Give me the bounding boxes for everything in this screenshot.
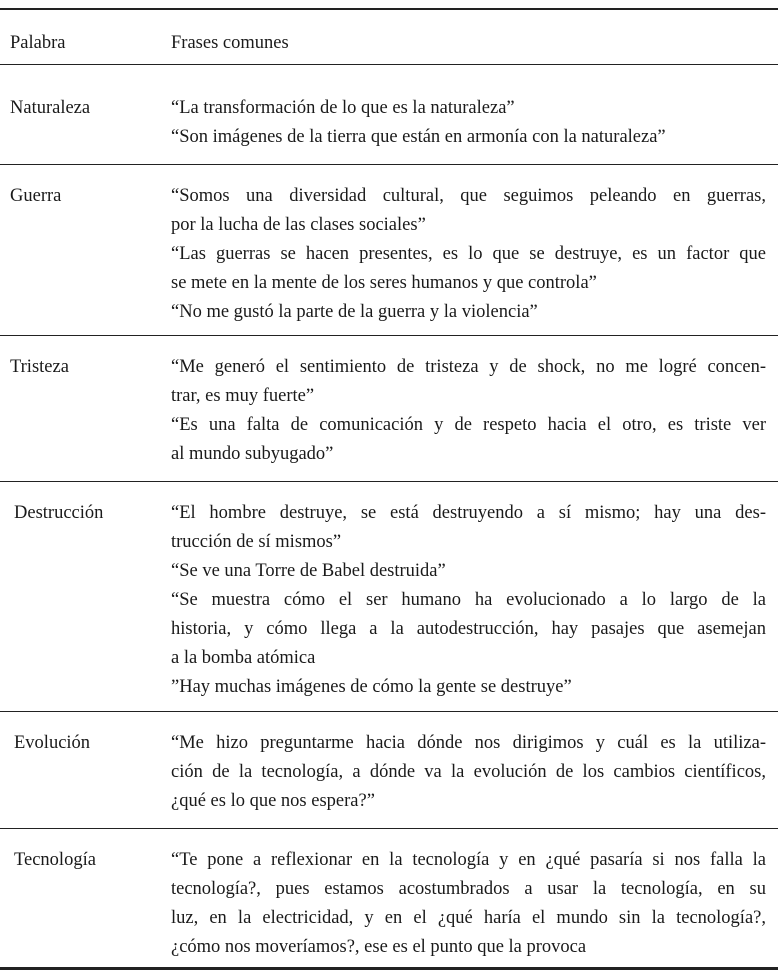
table-header	[0, 10, 778, 65]
phrase-line: se mete en la mente de los seres humanos y que controla”	[171, 273, 597, 293]
phrase-line: ¿qué es lo que nos espera?”	[171, 791, 375, 811]
phrase-line: tecnología?, pues estamos acostumbrados a usar la tecnología, en su	[171, 879, 766, 899]
phrase-line: por la lucha de las clases sociales”	[171, 215, 426, 235]
phrase-line: al mundo subyugado”	[171, 444, 334, 464]
phrase-line: “Me generó el sentimiento de tristeza y de shock, no me logré concen-	[171, 357, 766, 377]
row-phrases	[171, 165, 766, 327]
table-row	[0, 336, 778, 482]
table-row	[0, 712, 778, 829]
table-row	[0, 829, 778, 968]
phrase-line: “Es una falta de comunicación y de respeto hacia el otro, es triste ver	[171, 415, 766, 435]
phrase-line: ¿cómo nos moveríamos?, ese es el punto que la provoca	[171, 937, 587, 957]
phrase-line: “La transformación de lo que es la naturaleza”	[171, 98, 515, 118]
phrase-line: “El hombre destruye, se está destruyendo a sí mismo; hay una des-	[171, 503, 766, 523]
row-phrases	[171, 829, 766, 962]
phrase-line: “Somos una diversidad cultural, que seguimos peleando en guerras,	[171, 186, 766, 206]
table-row	[0, 165, 778, 336]
phrase-line: trucción de sí mismos”	[171, 532, 342, 552]
row-word: Tristeza	[10, 357, 69, 377]
table-row	[0, 65, 778, 165]
phrase-line: “No me gustó la parte de la guerra y la violencia”	[171, 302, 538, 322]
header-word: Palabra	[10, 33, 66, 53]
phrase-line: “Se ve una Torre de Babel destruida”	[171, 561, 446, 581]
row-word: Destrucción	[14, 503, 104, 523]
table-row	[0, 482, 778, 712]
row-phrases	[171, 482, 766, 702]
phrase-line: “Te pone a reflexionar en la tecnología y en ¿qué pasaría si nos falla la	[171, 850, 766, 870]
row-word: Evolución	[14, 733, 91, 753]
row-phrases	[171, 712, 766, 816]
row-word: Guerra	[10, 186, 62, 206]
row-phrases	[171, 65, 766, 152]
phrase-line: luz, en la electricidad, y en el ¿qué haría el mundo sin la tecnología?,	[171, 908, 766, 928]
phrase-line: historia, y cómo llega a la autodestrucción, hay pasajes que asemejan	[171, 619, 766, 639]
phrase-line: “Me hizo preguntarme hacia dónde nos dirigimos y cuál es la utiliza-	[171, 733, 766, 753]
header-phrases: Frases comunes	[171, 33, 289, 53]
row-word: Tecnología	[14, 850, 96, 870]
phrase-line: trar, es muy fuerte”	[171, 386, 315, 406]
row-phrases	[171, 336, 766, 469]
phrase-line: “Las guerras se hacen presentes, es lo que se destruye, es un factor que	[171, 244, 766, 264]
phrase-line: “Son imágenes de la tierra que están en armonía con la naturaleza”	[171, 127, 666, 147]
phrase-line: “Se muestra cómo el ser humano ha evolucionado a lo largo de la	[171, 590, 766, 610]
row-word: Naturaleza	[10, 98, 91, 118]
word-phrases-table	[0, 8, 778, 970]
phrase-line: ”Hay muchas imágenes de cómo la gente se destruye”	[171, 677, 572, 697]
phrase-line: ción de la tecnología, a dónde va la evolución de los cambios científicos,	[171, 762, 766, 782]
phrase-line: a la bomba atómica	[171, 648, 316, 668]
